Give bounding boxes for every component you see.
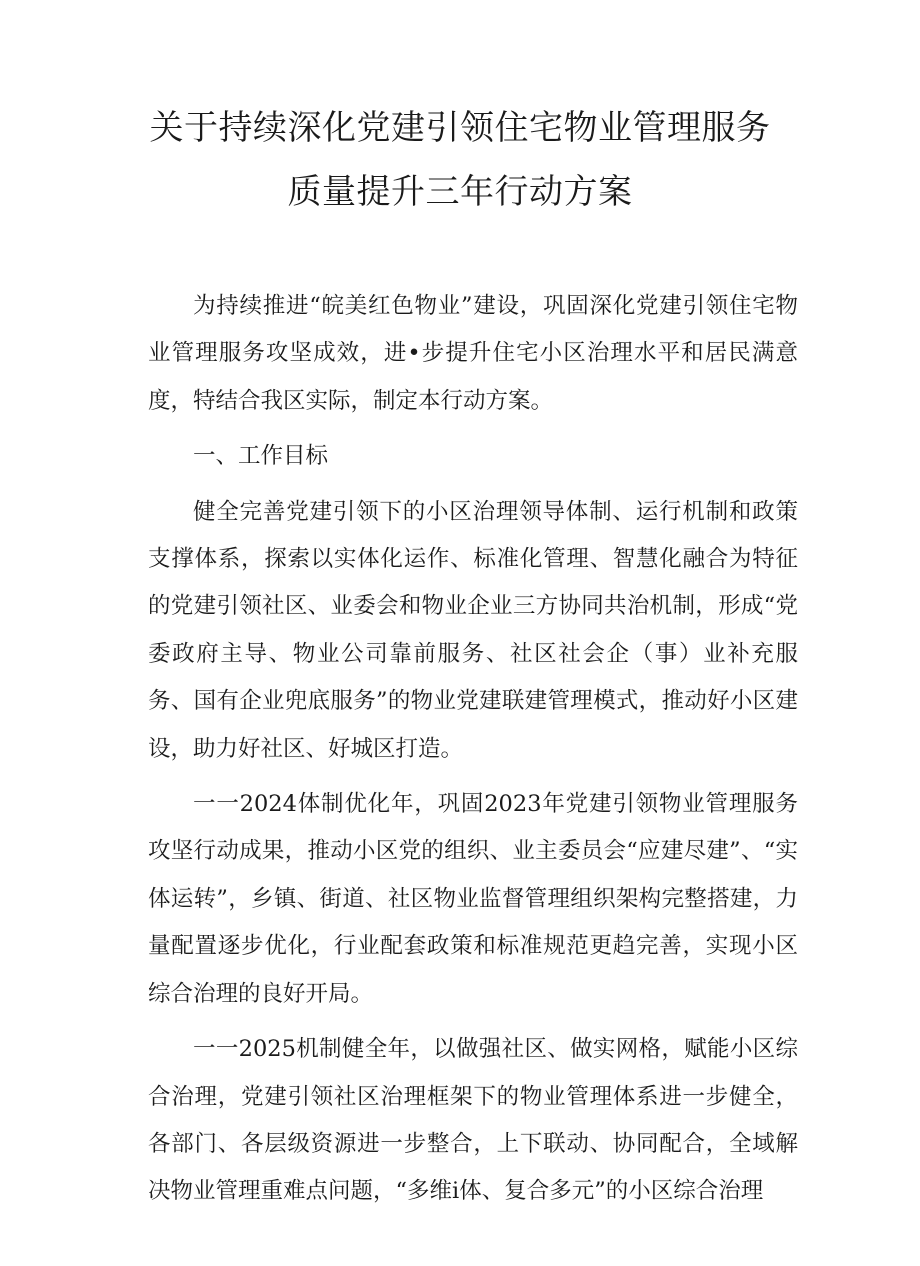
year-2025-paragraph: 一一2025机制健全年，以做强社区、做实网格，赋能小区综合治理，党建引领社区治理框架下的物业管理体系进一步健全，各部门、各层级资源进一步整合，上下联动、协同配合，全域解决物业管理重难点问题，“多维i体、复合多元”的小区综合治理 xyxy=(148,1036,798,1205)
intro-paragraph: 为持续推进“皖美红色物业”建设，巩固深化党建引领住宅物业管理服务攻坚成效，进•步提升住宅小区治理水平和居民满意度，特结合我区实际，制定本行动方案。 xyxy=(148,293,798,414)
document-body xyxy=(148,283,798,1216)
document-title-line-2: 质量提升三年行动方案 xyxy=(287,172,633,212)
section-heading-work-goals: 一、工作目标 xyxy=(193,443,329,470)
goals-paragraph: 健全完善党建引领下的小区治理领导体制、运行机制和政策支撑体系，探索以实体化运作、标准化管理、智慧化融合为特征的党建引领社区、业委会和物业企业三方协同共治机制，形成“党委政府主导、物业公司靠前服务、社区社会企（事）业补充服务、国有企业兜底服务”的物业党建联建管理模式，推动好小区建设，助力好社区、好城区打造。 xyxy=(148,498,798,762)
year-2024-paragraph: 一一2024体制优化年，巩固2023年党建引领物业管理服务攻坚行动成果，推动小区党的组织、业主委员会“应建尽建”、“实体运转”，乡镇、街道、社区物业监督管理组织架构完整搭建，力量配置逐步优化，行业配套政策和标准规范更趋完善，实现小区综合治理的良好开局。 xyxy=(148,791,798,1007)
document-title-line-1: 关于持续深化党建引领住宅物业管理服务 xyxy=(149,108,771,148)
